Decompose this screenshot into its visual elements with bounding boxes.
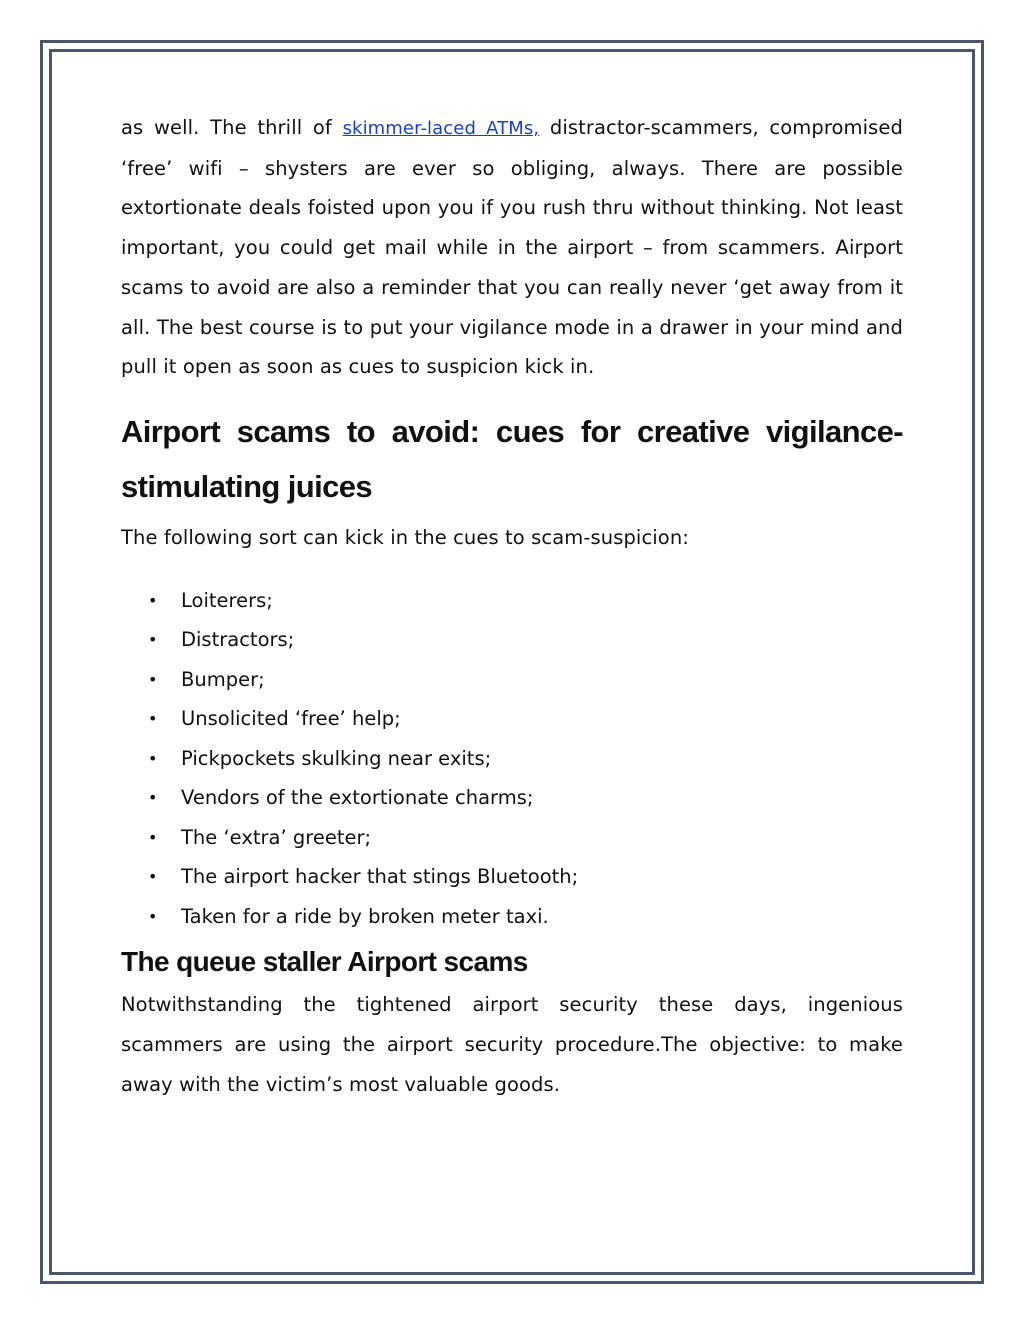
list-item: • The ‘extra’ greeter;: [121, 818, 903, 858]
list-item: • Pickpockets skulking near exits;: [121, 739, 903, 779]
intro-paragraph: [121, 108, 903, 387]
intro-text-start: as well. The thrill of: [121, 116, 343, 139]
bullet-icon: •: [148, 906, 158, 926]
bullet-icon: •: [148, 748, 158, 768]
list-item: • Bumper;: [121, 660, 903, 700]
bullet-icon: •: [148, 709, 158, 729]
bullet-icon: •: [148, 867, 158, 887]
cues-lead-text: The following sort can kick in the cues to scam-suspicion:: [121, 525, 689, 549]
list-item: • Unsolicited ‘free’ help;: [121, 699, 903, 739]
section-heading-cues: Airport scams to avoid: cues for creative vigilance-stimulating juices: [121, 413, 903, 504]
list-item: • The airport hacker that stings Bluetooth;: [121, 857, 903, 897]
list-item: • Distractors;: [121, 620, 903, 660]
list-item: • Taken for a ride by broken meter taxi.: [121, 897, 903, 937]
intro-text-rest: distractor-scammers, compromised ‘free’ wifi – shysters are ever so obliging, always. There are possible extortionate deals foisted upon you if you rush thru without thinking. Not least important, you could get mail while in the airport – from scammers. Airport scams to avoid are also a reminder that you can really never ‘get away from it all. The best course is to put your vigilance mode in a drawer in your mind and pull it open as soon as cues to suspicion kick in.: [121, 116, 904, 379]
queue-staller-paragraph: Notwithstanding the tightened airport security these days, ingenious scammers are using the airport security procedure.The objective: to make away with the victim’s most valuable goods.: [121, 993, 903, 1096]
bullet-icon: •: [148, 827, 158, 847]
list-item: • Loiterers;: [121, 581, 903, 621]
section-heading-queue-staller: The queue staller Airport scams: [121, 946, 528, 978]
bullet-icon: •: [148, 788, 158, 808]
bullet-icon: •: [148, 630, 158, 650]
cues-list: [121, 581, 903, 937]
document-content: [121, 108, 903, 1104]
skimmer-atms-link[interactable]: skimmer-laced ATMs,: [342, 118, 540, 139]
bullet-icon: •: [148, 590, 158, 610]
bullet-icon: •: [148, 669, 158, 689]
list-item: • Vendors of the extortionate charms;: [121, 778, 903, 818]
